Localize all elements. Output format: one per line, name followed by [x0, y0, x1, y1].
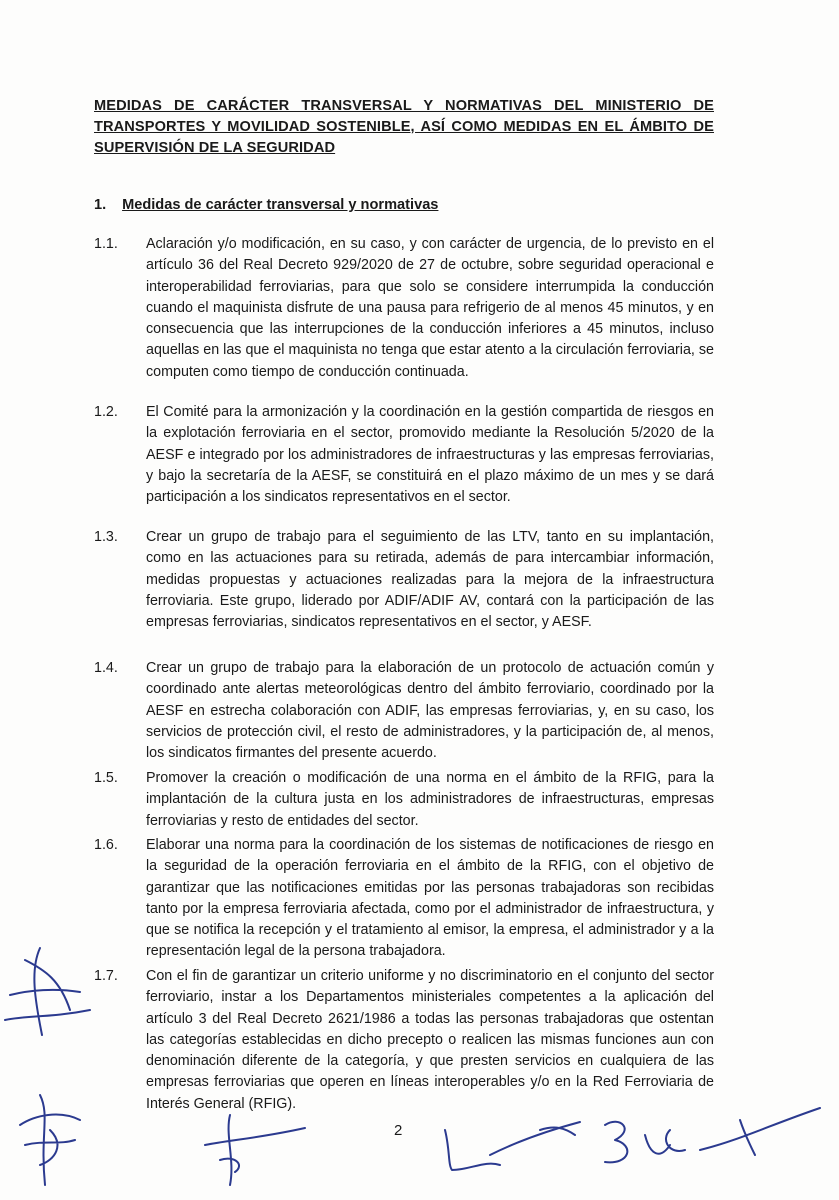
item-number: 1.4.	[94, 660, 118, 676]
list-item	[94, 658, 714, 764]
signature-left-top	[0, 940, 95, 1050]
item-text: Crear un grupo de trabajo para el seguimiento de las LTV, tanto en su implantación, como en las actuaciones para su retirada, además de para intercambiar información, medidas propuestas y actuaciones realizadas para la mejora de la infraestructura ferroviaria. Este grupo, liderado por ADIF/ADIF AV, contará con la participación de las empresas ferroviarias, sindicatos representativos en el sector, y AESF.	[146, 529, 714, 631]
list-item	[94, 234, 714, 383]
item-number: 1.5.	[94, 770, 118, 786]
document-title	[94, 96, 714, 159]
item-text: Con el fin de garantizar un criterio uniforme y no discriminatorio en el conjunto del sector ferroviario, instar a los Departamentos ministeriales competentes a la aplicación del artículo 3 del Real Decreto 2621/1986 a todas las personas trabajadoras que ostentan las categorías establecidas en dicho precepto o realicen las mismas funciones aun con denominación diferente de la categoría, y que presten servicios en cualquiera de las empresas ferroviarias que operen en líneas interoperables y/o en la Red Ferroviaria de Interés General (RFIG).	[146, 968, 714, 1112]
section-number: 1.	[94, 197, 107, 213]
item-number: 1.2.	[94, 404, 118, 420]
item-number: 1.6.	[94, 837, 118, 853]
item-text: Elaborar una norma para la coordinación de los sistemas de notificaciones de riesgo en la seguridad de la operación ferroviaria en el ámbito de la RFIG, con el objetivo de garantizar que las notificaciones emitidas por las personas trabajadoras son recibidas tanto por la empresa ferroviaria afectada, como por el administrador de infraestructura, y que se notifica la recepción y el tratamiento al emisor, la empresa, el administrador y a la representación legal de la persona trabajadora.	[146, 837, 714, 960]
item-text: El Comité para la armonización y la coordinación en la gestión compartida de riesgos en la explotación ferroviaria en el sector, promovido mediante la Resolución 5/2020 de la AESF e integrado por los administradores de infraestructuras y las empresas ferroviarias, y bajo la secretaría de la AESF, se constituirá en el plazo máximo de un mes y se dará participación a los sindicatos representativos en el sector.	[146, 404, 714, 506]
item-number: 1.7.	[94, 968, 118, 984]
list-item	[94, 835, 714, 963]
title-line-2: TRANSPORTES Y MOVILIDAD SOSTENIBLE, ASÍ COMO MEDIDAS EN EL ÁMBITO DE	[94, 119, 714, 135]
list-item	[94, 527, 714, 633]
section-heading	[94, 195, 438, 216]
list-item	[94, 402, 714, 508]
item-text: Promover la creación o modificación de una norma en el ámbito de la RFIG, para la implantación de la cultura justa en los administradores de infraestructuras, empresas ferroviarias y resto de entidades del sector.	[146, 770, 714, 829]
item-number: 1.1.	[94, 236, 118, 252]
title-line-1: MEDIDAS DE CARÁCTER TRANSVERSAL Y NORMATIVAS DEL MINISTERIO DE	[94, 98, 714, 114]
list-item	[94, 966, 714, 1115]
title-line-3: SUPERVISIÓN DE LA SEGURIDAD	[94, 140, 336, 156]
list-item	[94, 768, 714, 832]
item-text: Aclaración y/o modificación, en su caso, y con carácter de urgencia, de lo previsto en el artículo 36 del Real Decreto 929/2020 de 27 de octubre, sobre seguridad operacional e interoperabilidad ferroviarias, para que solo se considere interrumpida la conducción cuando el maquinista disfrute de una pausa para refrigerio de al menos 45 minutos, y en consecuencia que las interrupciones de la conducción inferiores a 45 minutos, incluso aquellas en las que el maquinista no tenga que estar atento a la circulación ferroviaria, se computen como tiempo de conducción continuada.	[146, 236, 714, 380]
section-title: Medidas de carácter transversal y normativas	[122, 197, 439, 213]
signature-center	[200, 1110, 310, 1190]
signature-left-bottom	[10, 1085, 90, 1195]
signature-right-b	[590, 1100, 830, 1180]
item-text: Crear un grupo de trabajo para la elaboración de un protocolo de actuación común y coordinado ante alertas meteorológicas dentro del ámbito ferroviario, coordinado por la AESF en estrecha colaboración con ADIF, las empresas ferroviarias, y, en su caso, los servicios de protección civil, el resto de administradores, y la participación de, al menos, los sindicatos firmantes del presente acuerdo.	[146, 660, 714, 762]
signature-right-a	[440, 1110, 590, 1185]
item-number: 1.3.	[94, 529, 118, 545]
page-number: 2	[394, 1122, 403, 1139]
